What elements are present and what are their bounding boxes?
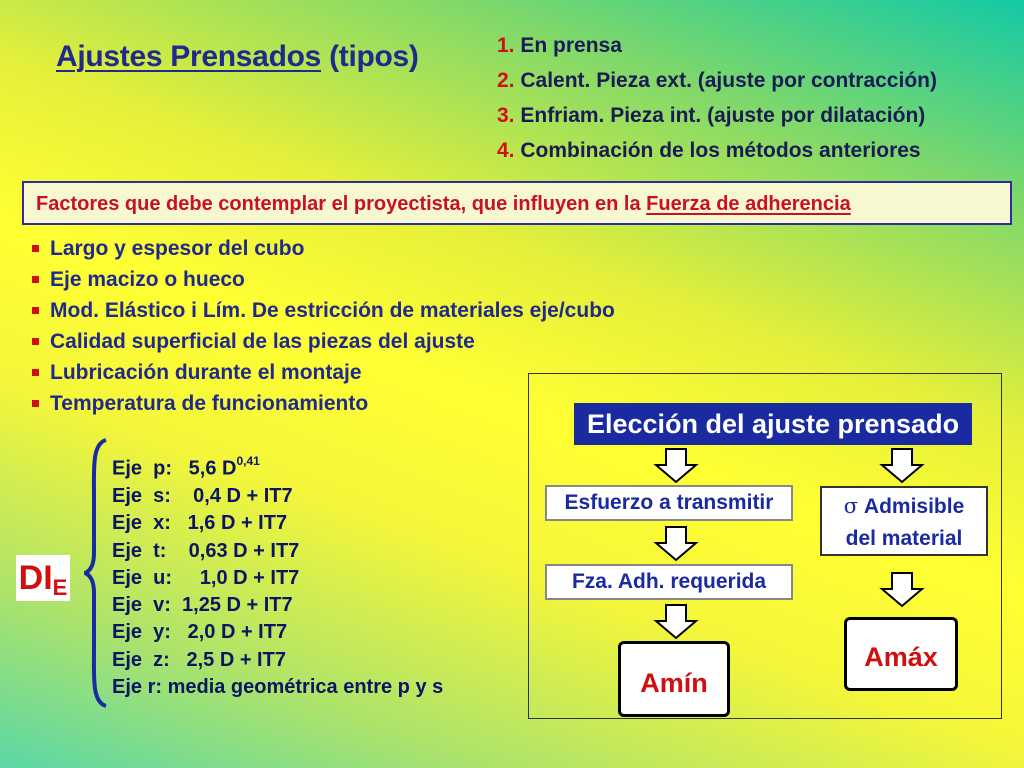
- list-item-text: Mod. Elástico i Lím. De estricción de materiales eje/cubo: [50, 299, 615, 322]
- bullet-icon: [32, 307, 39, 314]
- bullet-icon: [32, 400, 39, 407]
- bullet-icon: [32, 276, 39, 283]
- fuerza-adherencia-box: Fza. Adh. requerida: [545, 564, 793, 600]
- down-arrow-icon: [654, 448, 698, 484]
- tipo-number: 2.: [497, 69, 515, 92]
- list-item: [30, 233, 615, 264]
- tipo-text: Combinación de los métodos anteriores: [520, 139, 921, 162]
- sigma-label: Admisible: [863, 495, 965, 518]
- equation-line: Eje x: 1,6 D + IT7: [112, 512, 288, 535]
- tipo-text: En prensa: [520, 34, 622, 57]
- sigma-line-2: del material: [845, 527, 963, 550]
- bullet-icon: [32, 369, 39, 376]
- title-main: Ajustes Prensados: [56, 40, 322, 73]
- equation-line: Eje u: 1,0 D + IT7: [112, 566, 300, 589]
- equation-line: Eje z: 2,5 D + IT7: [112, 648, 286, 671]
- list-item-text: Temperatura de funcionamiento: [50, 392, 369, 415]
- tipo-text: Enfriam. Pieza int. (ajuste por dilatación): [520, 104, 926, 127]
- amin-box: Amín: [618, 641, 730, 717]
- tipo-item: [497, 133, 937, 168]
- bullet-icon: [32, 245, 39, 252]
- factors-prefix: Factores que debe contemplar el proyectista, que influyen en la: [36, 193, 641, 215]
- page-title: [56, 40, 419, 74]
- list-item-text: Largo y espesor del cubo: [50, 237, 305, 260]
- equation-line: Eje r: media geométrica entre p y s: [112, 676, 444, 699]
- list-item-text: Calidad superficial de las piezas del ajuste: [50, 330, 475, 353]
- factors-text: [36, 193, 851, 216]
- bullet-icon: [32, 338, 39, 345]
- list-item: [30, 264, 615, 295]
- equation-line: Eje y: 2,0 D + IT7: [112, 621, 288, 644]
- die-label: [16, 555, 70, 601]
- sigma-line-1: [822, 490, 986, 523]
- title-suffix: (tipos): [329, 40, 419, 73]
- list-item: [30, 295, 615, 326]
- amax-box: Amáx: [844, 617, 958, 691]
- equation-p: Eje p: 5,6 D: [112, 457, 237, 480]
- equation-line: Eje s: 0,4 D + IT7: [112, 484, 293, 507]
- factors-banner: [22, 181, 1012, 225]
- tipo-item: [497, 98, 937, 133]
- list-item-text: Eje macizo o hueco: [50, 268, 245, 291]
- left-brace-icon: [84, 438, 110, 708]
- die-sub: E: [52, 575, 68, 600]
- tipo-text: Calent. Pieza ext. (ajuste por contracción): [520, 69, 937, 92]
- tipo-item: [497, 63, 937, 98]
- tipos-list: [497, 28, 937, 168]
- list-item: [30, 326, 615, 357]
- equation-line: [112, 450, 443, 483]
- factors-emphasis: Fuerza de adherencia: [646, 193, 851, 215]
- equations-list: [112, 450, 443, 701]
- tipo-number: 3.: [497, 104, 515, 127]
- equation-p-exponent: 0,41: [236, 454, 260, 468]
- down-arrow-icon: [880, 572, 924, 608]
- esfuerzo-box: Esfuerzo a transmitir: [545, 485, 793, 521]
- sigma-icon: σ: [843, 494, 859, 518]
- list-item-text: Lubricación durante el montaje: [50, 361, 362, 384]
- down-arrow-icon: [654, 526, 698, 562]
- down-arrow-icon: [880, 448, 924, 484]
- down-arrow-icon: [654, 604, 698, 640]
- die-main: DI: [18, 559, 53, 597]
- tipo-number: 1.: [497, 34, 515, 57]
- tipo-item: [497, 28, 937, 63]
- sigma-admisible-box: [820, 486, 988, 556]
- equation-line: Eje t: 0,63 D + IT7: [112, 539, 300, 562]
- selection-heading: Elección del ajuste prensado: [574, 403, 972, 445]
- equation-line: Eje v: 1,25 D + IT7: [112, 594, 293, 617]
- tipo-number: 4.: [497, 139, 515, 162]
